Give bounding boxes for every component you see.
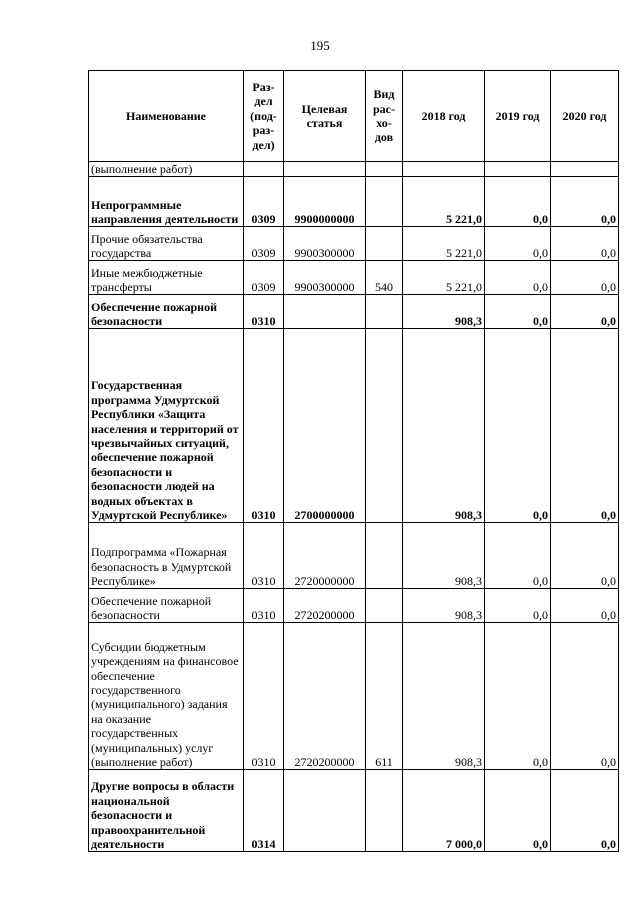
row-2019: 0,0 <box>485 261 551 295</box>
table-row <box>89 261 619 295</box>
table-row <box>89 623 619 770</box>
row-2020: 0,0 <box>551 177 619 227</box>
header-row <box>89 71 619 162</box>
table-row <box>89 295 619 329</box>
row-section: 0310 <box>244 623 284 770</box>
row-section: 0310 <box>244 589 284 623</box>
table-row <box>89 227 619 261</box>
row-article: 9900300000 <box>284 227 366 261</box>
row-2020 <box>551 162 619 177</box>
row-name: Подпрограмма «Пожарная безопасность в Удмуртской Республике» <box>89 523 244 589</box>
row-section: 0309 <box>244 177 284 227</box>
row-2018 <box>403 162 485 177</box>
row-2019: 0,0 <box>485 295 551 329</box>
row-2020: 0,0 <box>551 227 619 261</box>
row-article <box>284 295 366 329</box>
header-article: Целевая статья <box>284 71 366 162</box>
table-row <box>89 770 619 852</box>
row-name: Иные межбюджетные трансферты <box>89 261 244 295</box>
row-type <box>366 329 403 523</box>
row-2020: 0,0 <box>551 295 619 329</box>
page-number: 195 <box>310 38 330 53</box>
row-section: 0310 <box>244 523 284 589</box>
row-2019: 0,0 <box>485 770 551 852</box>
header-type: Вид рас-хо-дов <box>366 71 403 162</box>
row-2018: 5 221,0 <box>403 177 485 227</box>
header-2020: 2020 год <box>551 71 619 162</box>
row-name: Государственная программа Удмуртской Республики «Защита населения и территорий от чрезвычайных ситуаций, обеспечение пожарной безопасности и безопасности людей на водных объектах в Удмуртской Республике» <box>89 329 244 523</box>
row-2020: 0,0 <box>551 329 619 523</box>
row-2018: 908,3 <box>403 523 485 589</box>
row-section: 0309 <box>244 261 284 295</box>
row-2019 <box>485 162 551 177</box>
row-2018: 5 221,0 <box>403 261 485 295</box>
table-row <box>89 523 619 589</box>
header-2018: 2018 год <box>403 71 485 162</box>
row-article: 9900300000 <box>284 261 366 295</box>
header-2019: 2019 год <box>485 71 551 162</box>
row-2019: 0,0 <box>485 227 551 261</box>
row-name: (выполнение работ) <box>89 162 244 177</box>
row-section: 0310 <box>244 329 284 523</box>
row-article <box>284 770 366 852</box>
row-type <box>366 770 403 852</box>
row-2020: 0,0 <box>551 261 619 295</box>
table-row <box>89 177 619 227</box>
row-type: 540 <box>366 261 403 295</box>
row-name: Другие вопросы в области национальной безопасности и правоохранительной деятельности <box>89 770 244 852</box>
row-name: Обеспечение пожарной безопасности <box>89 295 244 329</box>
row-article <box>284 162 366 177</box>
row-type <box>366 589 403 623</box>
row-type <box>366 523 403 589</box>
row-2018: 7 000,0 <box>403 770 485 852</box>
row-article: 2700000000 <box>284 329 366 523</box>
row-section: 0309 <box>244 227 284 261</box>
row-2020: 0,0 <box>551 623 619 770</box>
row-2019: 0,0 <box>485 329 551 523</box>
row-type: 611 <box>366 623 403 770</box>
row-name: Прочие обязательства государства <box>89 227 244 261</box>
table-row <box>89 329 619 523</box>
row-2018: 908,3 <box>403 295 485 329</box>
header-name: Наименование <box>89 71 244 162</box>
row-article: 2720200000 <box>284 623 366 770</box>
row-article: 2720200000 <box>284 589 366 623</box>
row-type <box>366 295 403 329</box>
row-2019: 0,0 <box>485 523 551 589</box>
row-section: 0310 <box>244 295 284 329</box>
budget-table <box>88 70 619 852</box>
row-2020: 0,0 <box>551 589 619 623</box>
row-2018: 908,3 <box>403 623 485 770</box>
row-article: 9900000000 <box>284 177 366 227</box>
row-2020: 0,0 <box>551 770 619 852</box>
row-type <box>366 162 403 177</box>
table-row <box>89 589 619 623</box>
row-section: 0314 <box>244 770 284 852</box>
row-2018: 908,3 <box>403 589 485 623</box>
row-2019: 0,0 <box>485 589 551 623</box>
row-type <box>366 177 403 227</box>
row-2018: 5 221,0 <box>403 227 485 261</box>
row-section <box>244 162 284 177</box>
row-type <box>366 227 403 261</box>
row-name: Субсидии бюджетным учреждениям на финансовое обеспечение государственного (муниципального) задания на оказание государственных (муниципальных) услуг (выполнение работ) <box>89 623 244 770</box>
row-2019: 0,0 <box>485 177 551 227</box>
row-2019: 0,0 <box>485 623 551 770</box>
table-row <box>89 162 619 177</box>
row-2018: 908,3 <box>403 329 485 523</box>
row-name: Непрограммные направления деятельности <box>89 177 244 227</box>
row-name: Обеспечение пожарной безопасности <box>89 589 244 623</box>
header-section: Раз-дел (под-раз-дел) <box>244 71 284 162</box>
row-article: 2720000000 <box>284 523 366 589</box>
row-2020: 0,0 <box>551 523 619 589</box>
